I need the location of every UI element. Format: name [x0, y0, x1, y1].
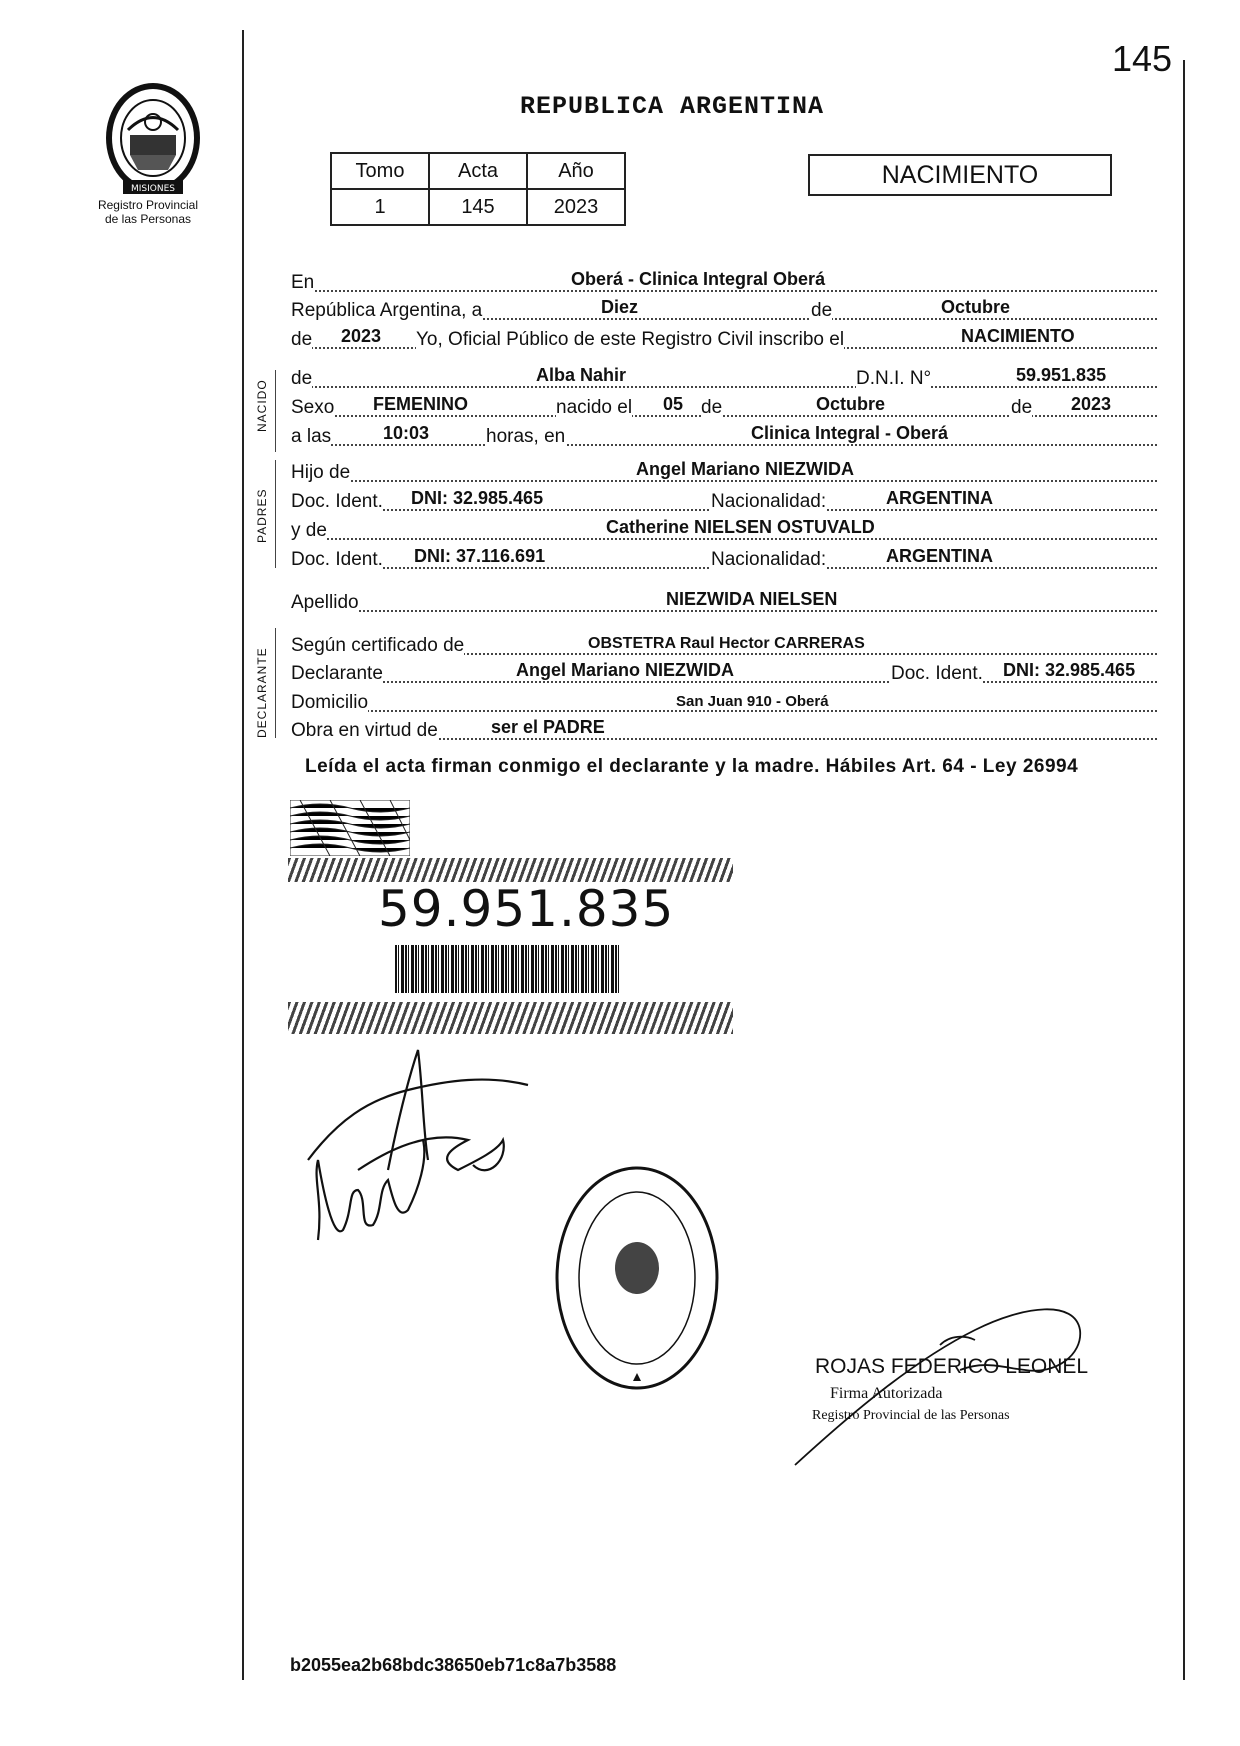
de-label: de — [811, 300, 833, 321]
nacido-line-sexo — [291, 391, 1157, 417]
padres-line-father-doc — [291, 485, 1157, 511]
segun-value: OBSTETRA Raul Hector CARRERAS — [588, 635, 865, 652]
en-value: Oberá - Clinica Integral Oberá — [571, 269, 826, 289]
padres-line-mother-doc — [291, 543, 1157, 569]
document-title: REPUBLICA ARGENTINA — [520, 92, 825, 121]
declarant-signature-icon — [298, 1040, 548, 1260]
record-line-date — [291, 294, 1157, 320]
ano-header: Año — [527, 153, 625, 189]
inscribo-label: Yo, Oficial Público de este Registro Civil inscribo el — [416, 329, 845, 350]
obra-value: ser el PADRE — [491, 717, 605, 737]
signer-role: Firma Autorizada — [830, 1385, 943, 1402]
security-band-top — [288, 858, 733, 882]
padres-line-mother — [291, 514, 1157, 540]
mother-name: Catherine NIELSEN OSTUVALD — [606, 517, 875, 537]
nacido-de-label: de — [291, 368, 313, 389]
birth-place: Clinica Integral - Oberá — [751, 423, 949, 443]
obra-label: Obra en virtud de — [291, 720, 438, 741]
mother-doc-label: Doc. Ident. — [291, 549, 383, 570]
declarante-line-domicilio — [291, 686, 1157, 712]
page-number: 145 — [1112, 38, 1173, 79]
segun-label: Según certificado de — [291, 635, 465, 656]
nacido-section-label: NACIDO — [255, 379, 269, 432]
acta-value: 145 — [429, 189, 527, 225]
logo-caption — [78, 198, 218, 226]
acta-header: Acta — [429, 153, 527, 189]
declarante-section-label: DECLARANTE — [255, 647, 269, 738]
logo-caption-line2: de las Personas — [104, 212, 192, 226]
nacido-section-bar — [275, 370, 276, 452]
father-name: Angel Mariano NIEZWIDA — [636, 459, 855, 479]
horas-label: horas, en — [486, 426, 566, 447]
record-line-year — [291, 323, 1157, 349]
nacido-el-label: nacido el — [556, 397, 633, 418]
document-type-box: NACIMIENTO — [808, 154, 1112, 196]
month-value: Octubre — [941, 297, 1011, 317]
left-margin-line — [242, 30, 244, 1680]
birth-day: 05 — [663, 394, 684, 414]
declarante-line-name — [291, 657, 1157, 683]
de2-label: de — [291, 329, 313, 350]
mother-doc: DNI: 37.116.691 — [414, 546, 546, 566]
province-crest-logo — [98, 80, 208, 198]
inscribo-value: NACIMIENTO — [961, 326, 1075, 346]
father-doc: DNI: 32.985.465 — [411, 488, 544, 508]
domicilio-value: San Juan 910 - Oberá — [676, 693, 829, 710]
declarante-section-bar — [275, 628, 276, 738]
sexo-label: Sexo — [291, 397, 335, 418]
tomo-value: 1 — [331, 189, 429, 225]
alas-label: a las — [291, 426, 332, 447]
en-label: En — [291, 272, 315, 293]
birth-de-label: de — [701, 397, 723, 418]
tomo-acta-ano-table — [330, 152, 626, 226]
father-nationality: ARGENTINA — [886, 488, 993, 508]
declarante-line-obra — [291, 714, 1157, 740]
republica-label: República Argentina, a — [291, 300, 483, 321]
record-line-en — [291, 266, 1157, 292]
closing-statement: Leída el acta firman conmigo el declarante y la madre. Hábiles Art. 64 - Ley 26994 — [305, 756, 1079, 777]
declarante-line-segun — [291, 629, 1157, 655]
year-value: 2023 — [341, 326, 382, 346]
security-pattern-icon — [290, 800, 410, 856]
father-nat-label: Nacionalidad: — [711, 491, 827, 512]
apellido-value: NIEZWIDA NIELSEN — [666, 589, 838, 609]
domicilio-label: Domicilio — [291, 692, 369, 713]
hijo-label: Hijo de — [291, 462, 351, 483]
declarante-doc: DNI: 32.985.465 — [1003, 660, 1136, 680]
declarante-label: Declarante — [291, 663, 383, 684]
birth-year: 2023 — [1071, 394, 1112, 414]
yde-label: y de — [291, 520, 327, 541]
child-name: Alba Nahir — [536, 365, 627, 385]
sexo-value: FEMENINO — [373, 394, 469, 414]
signer-organization: Registro Provincial de las Personas — [812, 1408, 1010, 1423]
nacido-line-name — [291, 362, 1157, 388]
apellido-label: Apellido — [291, 592, 359, 613]
barcode — [395, 945, 620, 993]
apellido-line — [291, 586, 1157, 612]
father-doc-label: Doc. Ident. — [291, 491, 383, 512]
padres-section-label: PADRES — [255, 488, 269, 543]
mother-nat-label: Nacionalidad: — [711, 549, 827, 570]
right-margin-line — [1183, 60, 1185, 1680]
logo-caption-line1: Registro Provincial — [97, 198, 199, 212]
birth-de3-label: de — [1011, 397, 1033, 418]
birth-time: 10:03 — [383, 423, 430, 443]
tomo-header: Tomo — [331, 153, 429, 189]
security-band-bottom — [288, 1002, 733, 1034]
svg-text:MISIONES: MISIONES — [130, 184, 176, 194]
birth-month: Octubre — [816, 394, 886, 414]
child-dni: 59.951.835 — [1016, 365, 1107, 385]
day-value: Diez — [601, 297, 639, 317]
document-hash: b2055ea2b68bdc38650eb71c8a7b3588 — [290, 1655, 617, 1675]
padres-section-bar — [275, 460, 276, 568]
signer-name: ROJAS FEDERICO LEONEL — [815, 1355, 1089, 1378]
dni-large-number: 59.951.835 — [378, 880, 675, 938]
nacido-line-time — [291, 420, 1157, 446]
ano-value: 2023 — [527, 189, 625, 225]
declarante-doc-label: Doc. Ident. — [891, 663, 983, 684]
official-seal-stamp — [552, 1163, 722, 1393]
mother-nationality: ARGENTINA — [886, 546, 993, 566]
dni-label: D.N.I. N° — [856, 368, 932, 389]
declarante-value: Angel Mariano NIEZWIDA — [516, 660, 735, 680]
padres-line-father — [291, 456, 1157, 482]
